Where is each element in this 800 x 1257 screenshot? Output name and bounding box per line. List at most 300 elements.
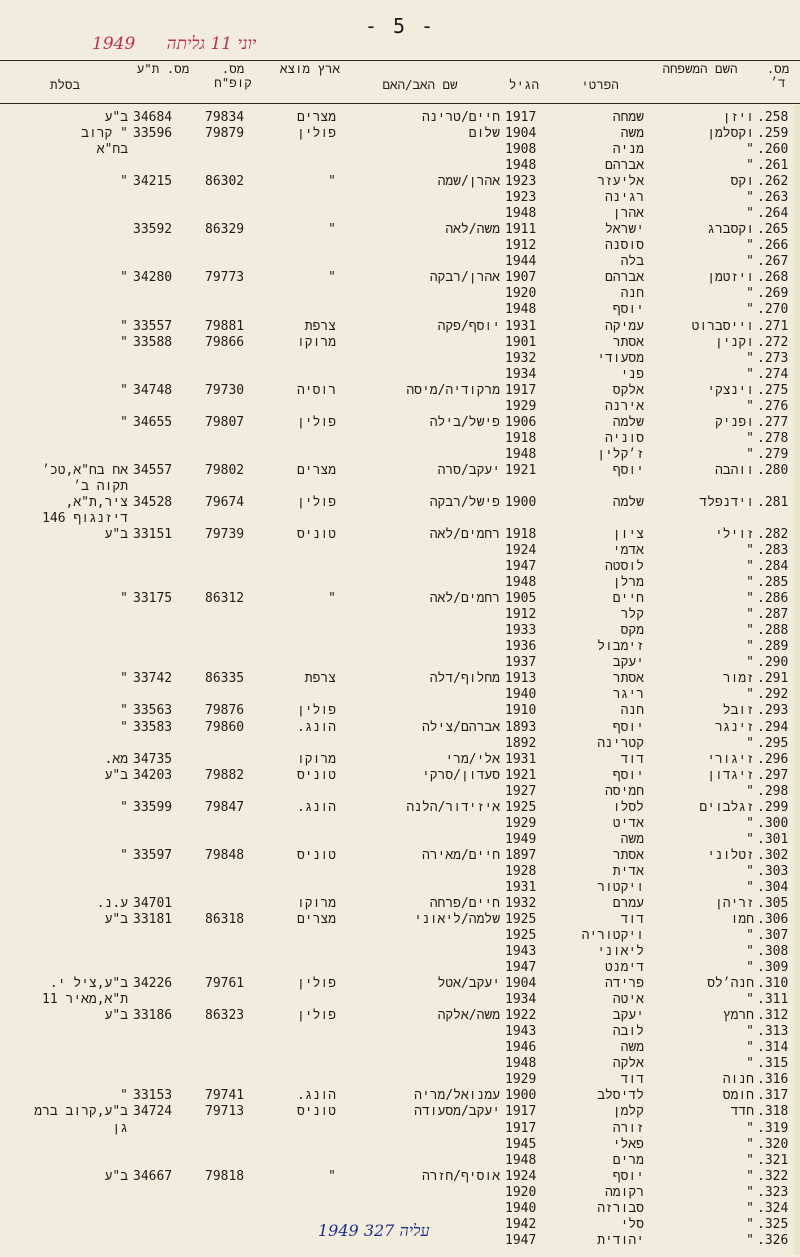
row-313-given-name: לובה xyxy=(612,1024,644,1040)
row-293-kupah-number: 79876 xyxy=(205,703,245,719)
row-295-surname: " xyxy=(746,735,754,751)
row-300-entry-number: .300 xyxy=(757,815,789,831)
row-317-tz-number: 33153 xyxy=(133,1088,173,1104)
row-281-kupah-number: 79674 xyxy=(205,494,245,510)
row-297-kupah-number: 79882 xyxy=(205,767,245,783)
row-285-given-name: מרלן xyxy=(612,575,644,591)
row-279-given-name: ז׳קלין xyxy=(597,446,644,462)
row-286-tz-number: 33175 xyxy=(133,591,173,607)
row-299-birth-year: 1925 xyxy=(505,799,537,815)
row-322-country-of-origin: " xyxy=(328,1168,336,1184)
row-274-surname: " xyxy=(746,366,754,382)
row-306-country-of-origin: מצרים xyxy=(296,912,336,927)
row-296-birth-year: 1931 xyxy=(505,751,537,767)
row-308-birth-year: 1943 xyxy=(505,944,537,960)
row-282-parents-names: רחמים/לאה xyxy=(429,527,500,543)
row-286-birth-year: 1905 xyxy=(505,591,537,607)
row-267-surname: " xyxy=(746,254,754,270)
row-280-country-of-origin: מצרים xyxy=(296,462,336,478)
row-306-surname: חמו xyxy=(730,912,754,927)
row-325-entry-number: .325 xyxy=(757,1216,789,1232)
row-319-birth-year: 1917 xyxy=(505,1120,537,1136)
page-edge-shading xyxy=(794,105,800,1255)
row-299-note: " xyxy=(120,799,128,815)
row-273-entry-number: .273 xyxy=(757,350,789,366)
row-298-given-name: חמיסה xyxy=(604,783,644,799)
row-297-surname: זיגדון xyxy=(707,767,754,783)
row-268-note: " xyxy=(120,270,128,286)
row-cont-25-note: דיזנגוף 146 xyxy=(42,511,128,526)
row-272-given-name: אסתר xyxy=(612,334,644,350)
row-282-given-name: ציון xyxy=(612,527,644,543)
row-297-parents-names: סעדון/סרקי xyxy=(421,767,500,783)
row-317-country-of-origin: הונג. xyxy=(296,1088,336,1104)
row-292-surname: " xyxy=(746,687,754,703)
row-277-note: " xyxy=(120,414,128,430)
row-281-note: ציר,ת"א, xyxy=(65,494,128,510)
row-312-parents-names: משה/אלקה xyxy=(437,1008,500,1024)
row-292-birth-year: 1940 xyxy=(505,687,537,703)
row-261-entry-number: .261 xyxy=(757,158,789,174)
row-271-given-name: עמיקה xyxy=(604,318,644,334)
row-268-birth-year: 1907 xyxy=(505,270,537,286)
row-258-tz-number: 34684 xyxy=(133,110,173,125)
row-287-given-name: קלר xyxy=(620,607,644,623)
row-262-kupah-number: 86302 xyxy=(205,174,245,190)
row-266-birth-year: 1912 xyxy=(505,238,537,254)
row-271-birth-year: 1931 xyxy=(505,318,537,334)
row-317-kupah-number: 79741 xyxy=(205,1088,245,1104)
row-323-birth-year: 1920 xyxy=(505,1184,537,1200)
row-280-given-name: יוסף xyxy=(612,462,644,478)
row-305-country-of-origin: מרוקו xyxy=(296,895,336,911)
row-278-entry-number: .278 xyxy=(757,430,789,446)
row-276-birth-year: 1929 xyxy=(505,398,537,414)
row-294-note: " xyxy=(120,719,128,735)
row-303-given-name: אדית xyxy=(612,863,644,879)
row-265-kupah-number: 86329 xyxy=(205,222,245,238)
row-277-tz-number: 34655 xyxy=(133,414,173,430)
row-302-kupah-number: 79848 xyxy=(205,847,245,863)
row-289-surname: " xyxy=(746,639,754,655)
row-279-birth-year: 1948 xyxy=(505,446,537,462)
row-318-note: ב"ע,קרוב ברמ xyxy=(34,1104,128,1120)
row-324-surname: " xyxy=(746,1200,754,1216)
row-303-entry-number: .303 xyxy=(757,863,789,879)
row-273-surname: " xyxy=(746,350,754,366)
row-308-entry-number: .308 xyxy=(757,944,789,960)
row-311-surname: " xyxy=(746,992,754,1008)
row-272-country-of-origin: מרוקו xyxy=(296,334,336,350)
row-268-kupah-number: 79773 xyxy=(205,270,245,286)
row-265-parents-names: משה/לאה xyxy=(445,222,500,238)
row-275-given-name: אלקס xyxy=(612,382,644,398)
row-271-entry-number: .271 xyxy=(757,318,789,334)
row-260-entry-number: .260 xyxy=(757,142,789,158)
row-274-given-name: פני xyxy=(620,366,644,382)
row-301-birth-year: 1949 xyxy=(505,831,537,847)
row-287-birth-year: 1912 xyxy=(505,607,537,623)
row-316-entry-number: .316 xyxy=(757,1072,789,1088)
row-291-tz-number: 33742 xyxy=(133,671,173,687)
row-302-surname: זטלוני xyxy=(707,847,754,863)
row-320-birth-year: 1945 xyxy=(505,1136,537,1152)
row-259-note: " קרוב xyxy=(81,126,128,142)
row-259-surname: וקסלמן xyxy=(707,126,754,142)
row-298-birth-year: 1927 xyxy=(505,783,537,799)
row-282-birth-year: 1918 xyxy=(505,527,537,543)
row-272-note: " xyxy=(120,334,128,350)
row-274-entry-number: .274 xyxy=(757,366,789,382)
row-310-tz-number: 34226 xyxy=(133,976,173,992)
row-292-given-name: ריגר xyxy=(612,687,644,703)
row-259-parents-names: שלום xyxy=(468,126,500,142)
row-270-birth-year: 1948 xyxy=(505,302,537,318)
row-266-surname: " xyxy=(746,238,754,254)
row-279-surname: " xyxy=(746,446,754,462)
row-325-birth-year: 1942 xyxy=(505,1216,537,1232)
row-279-entry-number: .279 xyxy=(757,446,789,462)
header-origin: ארץ מוצא xyxy=(279,61,341,76)
row-318-birth-year: 1917 xyxy=(505,1104,537,1120)
row-288-birth-year: 1933 xyxy=(505,623,537,639)
row-323-surname: " xyxy=(746,1184,754,1200)
page-number: - 5 - xyxy=(364,14,436,38)
row-319-entry-number: .319 xyxy=(757,1120,789,1136)
row-277-entry-number: .277 xyxy=(757,414,789,430)
row-275-surname: וינצקי xyxy=(707,382,754,398)
header-tz: מס. ת"ע xyxy=(136,61,190,76)
row-312-birth-year: 1922 xyxy=(505,1008,537,1024)
header-note: בסלת xyxy=(49,77,80,92)
row-288-given-name: מקס xyxy=(620,623,644,639)
row-272-surname: וקנין xyxy=(714,334,754,350)
row-276-entry-number: .276 xyxy=(757,398,789,414)
row-294-surname: זינגר xyxy=(714,719,754,735)
row-291-entry-number: .291 xyxy=(757,671,789,687)
row-325-given-name: סלי xyxy=(620,1216,644,1232)
row-302-entry-number: .302 xyxy=(757,847,789,863)
row-312-tz-number: 33186 xyxy=(133,1008,173,1024)
row-292-entry-number: .292 xyxy=(757,687,789,703)
row-315-given-name: אלקה xyxy=(612,1056,644,1072)
row-317-entry-number: .317 xyxy=(757,1088,789,1104)
row-320-surname: " xyxy=(746,1136,754,1152)
row-293-given-name: חנה xyxy=(620,703,644,719)
row-281-tz-number: 34528 xyxy=(133,494,173,510)
row-322-note: ב"ע xyxy=(104,1168,128,1184)
row-313-entry-number: .313 xyxy=(757,1024,789,1040)
row-cont-23-note: תקוה ב׳ xyxy=(73,478,128,494)
row-269-given-name: חנה xyxy=(620,286,644,302)
header-bottom-rule xyxy=(0,103,800,104)
row-289-entry-number: .289 xyxy=(757,639,789,655)
row-258-kupah-number: 79834 xyxy=(205,110,245,125)
row-296-note: מא. xyxy=(104,751,128,767)
row-317-birth-year: 1900 xyxy=(505,1088,537,1104)
row-265-surname: וקסברג xyxy=(707,222,754,238)
row-263-surname: " xyxy=(746,190,754,206)
header-kupah: מס. קופ"ח xyxy=(214,61,252,90)
row-317-parents-names: עמנואל/מריה xyxy=(414,1088,500,1104)
row-298-entry-number: .298 xyxy=(757,783,789,799)
header-num: מס. ד׳ xyxy=(766,61,790,90)
row-267-entry-number: .267 xyxy=(757,254,789,270)
row-261-given-name: אברהם xyxy=(604,158,644,174)
row-317-surname: חומס xyxy=(722,1088,754,1104)
row-278-given-name: סוניה xyxy=(604,430,644,446)
row-265-birth-year: 1911 xyxy=(505,222,537,238)
row-309-birth-year: 1947 xyxy=(505,960,537,976)
row-280-birth-year: 1921 xyxy=(505,462,537,478)
row-304-surname: " xyxy=(746,879,754,895)
row-321-entry-number: .321 xyxy=(757,1152,789,1168)
row-300-birth-year: 1929 xyxy=(505,815,537,831)
row-262-parents-names: אהרן/שמה xyxy=(437,174,500,190)
row-290-surname: " xyxy=(746,655,754,671)
row-289-given-name: זימבול xyxy=(597,639,644,655)
row-324-birth-year: 1940 xyxy=(505,1200,537,1216)
row-312-country-of-origin: פולין xyxy=(296,1008,336,1024)
row-311-birth-year: 1934 xyxy=(505,992,537,1008)
row-300-surname: " xyxy=(746,815,754,831)
row-258-note: ב"ע xyxy=(104,110,128,125)
row-278-birth-year: 1918 xyxy=(505,430,537,446)
row-302-country-of-origin: טוניס xyxy=(296,847,336,863)
row-305-birth-year: 1932 xyxy=(505,895,537,911)
row-320-entry-number: .320 xyxy=(757,1136,789,1152)
row-308-surname: " xyxy=(746,944,754,960)
row-286-kupah-number: 86312 xyxy=(205,591,245,607)
row-296-surname: זיגורי xyxy=(707,751,754,767)
row-286-entry-number: .286 xyxy=(757,591,789,607)
row-291-parents-names: מחלוף/דלה xyxy=(429,671,500,687)
row-293-birth-year: 1910 xyxy=(505,703,537,719)
row-302-birth-year: 1897 xyxy=(505,847,537,863)
row-306-entry-number: .306 xyxy=(757,912,789,927)
row-271-surname: וייסברוט xyxy=(691,318,754,334)
row-280-parents-names: יעקב/סרה xyxy=(437,462,500,478)
row-318-surname: חדד xyxy=(730,1104,754,1120)
row-306-given-name: דוד xyxy=(620,912,644,927)
row-297-given-name: יוסף xyxy=(612,767,644,783)
row-280-kupah-number: 79802 xyxy=(205,462,245,478)
row-282-kupah-number: 79739 xyxy=(205,527,245,543)
row-326-birth-year: 1947 xyxy=(505,1232,537,1248)
row-294-given-name: יוסף xyxy=(612,719,644,735)
row-313-birth-year: 1943 xyxy=(505,1024,537,1040)
row-311-given-name: איטה xyxy=(612,992,644,1008)
row-300-given-name: אדיט xyxy=(612,815,644,831)
row-306-birth-year: 1925 xyxy=(505,912,537,927)
row-262-entry-number: .262 xyxy=(757,174,789,190)
row-310-given-name: פרידה xyxy=(604,976,644,992)
row-265-tz-number: 33592 xyxy=(133,222,173,238)
row-275-country-of-origin: רוסיה xyxy=(296,382,336,398)
row-287-entry-number: .287 xyxy=(757,607,789,623)
row-275-parents-names: מרקודיה/מיסה xyxy=(406,382,500,398)
row-283-birth-year: 1924 xyxy=(505,543,537,559)
row-324-given-name: סבורזה xyxy=(597,1200,644,1216)
row-262-tz-number: 34215 xyxy=(133,174,173,190)
row-297-entry-number: .297 xyxy=(757,767,789,783)
row-304-entry-number: .304 xyxy=(757,879,789,895)
row-302-given-name: אסתר xyxy=(612,847,644,863)
row-310-parents-names: יעקב/אטל xyxy=(437,976,500,992)
row-284-entry-number: .284 xyxy=(757,559,789,575)
row-316-given-name: דוד xyxy=(620,1072,644,1088)
row-261-surname: " xyxy=(746,158,754,174)
row-278-surname: " xyxy=(746,430,754,446)
row-315-entry-number: .315 xyxy=(757,1056,789,1072)
row-280-entry-number: .280 xyxy=(757,462,789,478)
row-319-surname: " xyxy=(746,1120,754,1136)
row-295-birth-year: 1892 xyxy=(505,735,537,751)
row-294-entry-number: .294 xyxy=(757,719,789,735)
row-258-birth-year: 1917 xyxy=(505,110,537,125)
row-305-parents-names: חיים/פרחה xyxy=(429,895,500,911)
row-272-entry-number: .272 xyxy=(757,334,789,350)
row-268-given-name: אברהם xyxy=(604,270,644,286)
row-307-given-name: ויקטוריה xyxy=(581,928,644,944)
row-294-tz-number: 33583 xyxy=(133,719,173,735)
row-322-parents-names: אוסיף/חזרה xyxy=(421,1168,500,1184)
row-268-surname: ויזטמן xyxy=(707,270,754,286)
header-parents: שם האב/האם xyxy=(382,77,458,92)
row-304-birth-year: 1931 xyxy=(505,879,537,895)
row-318-entry-number: .318 xyxy=(757,1104,789,1120)
row-258-entry-number: .258 xyxy=(757,110,789,125)
row-286-note: " xyxy=(120,591,128,607)
row-310-kupah-number: 79761 xyxy=(205,976,245,992)
row-312-surname: חרמץ xyxy=(722,1008,754,1024)
row-318-kupah-number: 79713 xyxy=(205,1104,245,1120)
row-267-given-name: בלה xyxy=(620,254,644,270)
row-314-birth-year: 1946 xyxy=(505,1040,537,1056)
row-271-tz-number: 33557 xyxy=(133,318,173,334)
row-307-birth-year: 1925 xyxy=(505,928,537,944)
row-268-parents-names: אהרן/רבקה xyxy=(429,270,500,286)
row-274-birth-year: 1934 xyxy=(505,366,537,382)
row-306-note: ב"ע xyxy=(104,912,128,927)
row-315-surname: " xyxy=(746,1056,754,1072)
row-277-parents-names: פישל/בילה xyxy=(429,414,500,430)
row-271-kupah-number: 79881 xyxy=(205,318,245,334)
row-264-entry-number: .264 xyxy=(757,206,789,222)
row-271-note: " xyxy=(120,318,128,334)
row-296-given-name: דוד xyxy=(620,751,644,767)
row-297-tz-number: 34203 xyxy=(133,767,173,783)
row-263-entry-number: .263 xyxy=(757,190,789,206)
row-262-given-name: אליעזר xyxy=(597,174,644,190)
row-263-birth-year: 1923 xyxy=(505,190,537,206)
row-309-given-name: דימנט xyxy=(604,960,644,976)
row-264-surname: " xyxy=(746,206,754,222)
row-293-tz-number: 33563 xyxy=(133,703,173,719)
row-259-given-name: משה xyxy=(620,126,644,142)
row-314-entry-number: .314 xyxy=(757,1040,789,1056)
row-296-entry-number: .296 xyxy=(757,751,789,767)
row-260-birth-year: 1908 xyxy=(505,142,537,158)
row-272-tz-number: 33588 xyxy=(133,334,173,350)
row-313-surname: " xyxy=(746,1024,754,1040)
row-291-kupah-number: 86335 xyxy=(205,671,245,687)
row-285-birth-year: 1948 xyxy=(505,575,537,591)
header-given: הפרטי xyxy=(581,77,619,92)
row-285-entry-number: .285 xyxy=(757,575,789,591)
row-298-surname: " xyxy=(746,783,754,799)
header-age: הגיל xyxy=(508,77,539,92)
row-315-birth-year: 1948 xyxy=(505,1056,537,1072)
handwritten-date: 1949 יוני 11 xyxy=(92,34,257,54)
row-266-given-name: סוסנה xyxy=(604,238,644,254)
row-309-surname: " xyxy=(746,960,754,976)
row-305-surname: זריהן xyxy=(714,895,754,911)
row-265-entry-number: .265 xyxy=(757,222,789,238)
row-301-entry-number: .301 xyxy=(757,831,789,847)
row-302-parents-names: חיים/מאירה xyxy=(421,847,500,863)
row-312-kupah-number: 86323 xyxy=(205,1008,245,1024)
row-303-birth-year: 1928 xyxy=(505,863,537,879)
row-291-given-name: אסתר xyxy=(612,671,644,687)
row-271-parents-names: יוסף/פקה xyxy=(437,318,500,334)
row-295-given-name: קטרינה xyxy=(597,735,644,751)
row-297-birth-year: 1921 xyxy=(505,767,537,783)
row-318-given-name: קלמן xyxy=(612,1104,644,1120)
row-283-given-name: אדמי xyxy=(612,543,644,559)
row-291-birth-year: 1913 xyxy=(505,671,537,687)
row-271-country-of-origin: צרפת xyxy=(304,318,336,334)
row-268-entry-number: .268 xyxy=(757,270,789,286)
row-321-birth-year: 1948 xyxy=(505,1152,537,1168)
row-294-kupah-number: 79860 xyxy=(205,719,245,735)
handwritten-date-annotation xyxy=(92,34,256,54)
row-284-surname: " xyxy=(746,559,754,575)
row-260-note: בח"א xyxy=(96,142,128,158)
row-301-given-name: משה xyxy=(620,831,644,847)
row-288-entry-number: .288 xyxy=(757,623,789,639)
row-272-birth-year: 1901 xyxy=(505,334,537,350)
row-272-kupah-number: 79866 xyxy=(205,334,245,350)
row-322-surname: " xyxy=(746,1168,754,1184)
row-318-tz-number: 34724 xyxy=(133,1104,173,1120)
row-310-surname: חנה׳לס xyxy=(707,976,754,992)
row-284-given-name: לוסטה xyxy=(604,559,644,575)
row-303-surname: " xyxy=(746,863,754,879)
row-262-note: " xyxy=(120,174,128,190)
row-306-tz-number: 33181 xyxy=(133,912,173,927)
row-258-surname: ויזן xyxy=(722,110,754,125)
handwritten-footer: 1949 עליה 327 xyxy=(318,1221,430,1240)
row-262-country-of-origin: " xyxy=(328,174,336,190)
row-282-country-of-origin: טוניס xyxy=(296,527,336,543)
row-299-entry-number: .299 xyxy=(757,799,789,815)
row-277-birth-year: 1906 xyxy=(505,414,537,430)
row-322-tz-number: 34667 xyxy=(133,1168,173,1184)
row-285-surname: " xyxy=(746,575,754,591)
row-282-note: ב"ע xyxy=(104,527,128,543)
row-306-parents-names: שלמה/ליאוני xyxy=(414,912,500,927)
row-318-country-of-origin: טוניס xyxy=(296,1104,336,1120)
row-275-entry-number: .275 xyxy=(757,382,789,398)
row-293-surname: זובל xyxy=(722,703,754,719)
row-291-country-of-origin: צרפת xyxy=(304,671,336,687)
row-268-country-of-origin: " xyxy=(328,270,336,286)
row-312-entry-number: .312 xyxy=(757,1008,789,1024)
row-316-birth-year: 1929 xyxy=(505,1072,537,1088)
row-281-given-name: שלמה xyxy=(612,494,644,510)
row-265-given-name: ישראל xyxy=(604,222,644,238)
